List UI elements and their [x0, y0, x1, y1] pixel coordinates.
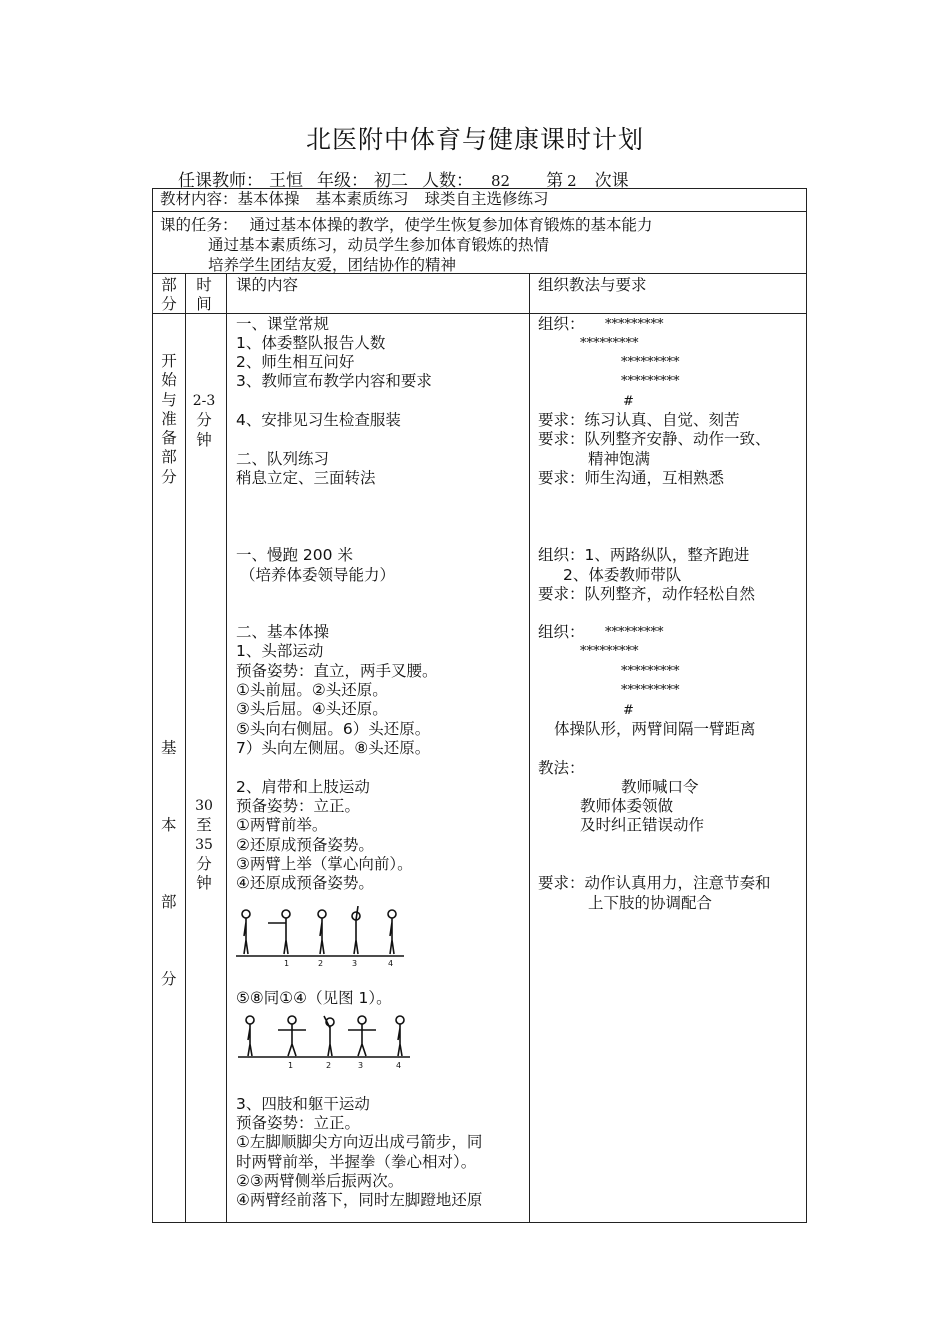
count-label: 人数： [422, 171, 473, 191]
lesson-prefix: 第 [546, 171, 564, 191]
row-divider [152, 313, 807, 314]
time-char: 分 [196, 411, 212, 430]
content-line: 3、四肢和躯干运动 [236, 1095, 370, 1113]
lesson-number: 2 [567, 172, 577, 190]
req-label: 要求： [538, 469, 585, 487]
stick-figure [352, 906, 360, 954]
formation-row: ********* [580, 644, 639, 659]
content-line: ②③两臂侧举后振两次。 [236, 1172, 404, 1190]
content-line: 2、师生相互问好 [236, 353, 355, 371]
part-char: 分 [161, 467, 177, 486]
part-char: 备 [161, 429, 177, 448]
part-char: 开 [161, 352, 177, 370]
task-text: 培养学生团结友爱，团结协作的精神 [208, 256, 457, 274]
method-text: 教师喊口令 [621, 778, 699, 796]
content-line: 二、基本体操 [236, 623, 330, 641]
part-char: 部 [161, 448, 177, 467]
content-line: ①两臂前举。 [236, 816, 328, 834]
requirement [538, 874, 771, 893]
req-text: 动作认真用力，注意节奏和 [584, 874, 771, 892]
req-text: 队列整齐，动作轻松自然 [584, 585, 756, 603]
exercise-figure-2 [234, 1012, 414, 1070]
content-line: ④两臂经前落下，同时左脚蹬地还原 [236, 1191, 483, 1209]
method-text: 教师体委领做 [580, 797, 674, 815]
stick-figure [278, 1016, 306, 1056]
part-char: 分 [161, 970, 177, 988]
req-text: 精神饱满 [588, 450, 651, 468]
content-line: 稍息立定、三面转法 [236, 469, 376, 487]
content-line: ①头前屈。②头还原。 [236, 681, 388, 699]
time-value: 2-3 [192, 393, 216, 409]
content-label: 教材内容： [160, 190, 238, 208]
part-char: 本 [161, 816, 177, 834]
content-line: ④还原成预备姿势。 [236, 874, 374, 892]
stick-figure [388, 910, 396, 954]
org-label: 组织： [538, 546, 585, 564]
time-char: 钟 [196, 430, 212, 449]
header-time [189, 276, 219, 315]
start-time [189, 392, 219, 450]
req-text: 师生沟通，互相熟悉 [584, 469, 725, 487]
content-line: （培养体委领导能力） [240, 566, 396, 584]
content-row [160, 190, 549, 209]
req-label: 要求： [538, 411, 585, 429]
teacher-label: 任课教师： [178, 171, 263, 191]
lesson-suffix: 次课 [594, 171, 629, 191]
content-item: 球类自主选修练习 [424, 190, 549, 208]
part-char: 准 [161, 409, 177, 428]
part-char: 部 [161, 893, 177, 911]
formation-row: ********* [580, 336, 639, 351]
content-line: 预备姿势：立正。 [236, 797, 361, 815]
content-line: ②还原成预备姿势。 [236, 836, 374, 854]
content-line: 时两臂前举，半握拳（拳心相对）。 [236, 1153, 477, 1171]
method-label: 教法： [538, 759, 585, 777]
figure-label: 1 [288, 1061, 294, 1070]
col-divider [529, 273, 530, 1223]
content-line: ③头后屈。④头还原。 [236, 700, 388, 718]
teacher-mark: # [623, 703, 634, 718]
task-text: 通过基本体操的教学，使学生恢复参加体育锻炼的基本能力 [249, 216, 653, 234]
requirement [538, 411, 740, 430]
main-time [189, 797, 219, 893]
task-text: 通过基本素质练习，动员学生参加体育锻炼的热情 [208, 236, 550, 254]
part-char: 始 [161, 371, 177, 390]
header-org: 组织教法与要求 [538, 276, 647, 294]
header-part [154, 276, 184, 315]
requirement [538, 469, 724, 488]
stick-figure [348, 1016, 376, 1056]
method-text: 及时纠正错误动作 [580, 816, 705, 834]
formation-row: ********* [621, 374, 680, 389]
figure-label: 4 [388, 959, 394, 966]
content-line: 二、队列练习 [236, 450, 330, 468]
org-label: 组织： [538, 315, 585, 333]
org-text: 1、两路纵队，整齐跑进 [584, 546, 750, 564]
row-divider [152, 211, 807, 212]
stick-figure [242, 910, 250, 954]
formation-row: ********* [621, 683, 680, 698]
org-line [538, 546, 749, 565]
page-title: 北医附中体育与健康课时计划 [305, 125, 644, 154]
time-char: 钟 [196, 874, 212, 893]
content-line: 7）头向左侧屈。⑧头还原。 [236, 739, 431, 757]
start-part-label [154, 352, 184, 487]
figure-label: 3 [352, 959, 358, 966]
time-char: 至 [196, 816, 212, 835]
formation-row: ********* [621, 664, 680, 679]
col-divider [226, 273, 227, 1223]
content-line: 1、体委整队报告人数 [236, 334, 386, 352]
req-label: 要求： [538, 585, 585, 603]
content-line: 1、头部运动 [236, 642, 324, 660]
col-divider [185, 273, 186, 1223]
org-text: 2、体委教师带队 [563, 566, 682, 584]
header-char: 分 [161, 295, 177, 314]
formation-row: ********* [621, 355, 680, 370]
part-char: 基 [161, 739, 177, 757]
figure-label: 2 [326, 1061, 332, 1070]
content-line: 3、教师宣布教学内容和要求 [236, 372, 432, 390]
header-content: 课的内容 [236, 276, 299, 294]
content-line: 预备姿势：立正。 [236, 1114, 361, 1132]
content-line: ⑤头向右侧屈。6）头还原。 [236, 720, 431, 738]
org-label: 组织： [538, 623, 585, 641]
req-text: 练习认真、自觉、刻苦 [584, 411, 740, 429]
content-line: ①左脚顺脚尖方向迈出成弓箭步，同 [236, 1133, 483, 1151]
time-value: 30 [195, 798, 213, 814]
teacher-name: 王恒 [269, 171, 303, 191]
part-char: 与 [161, 390, 177, 409]
stick-figure [246, 1016, 254, 1056]
figure-label: 1 [284, 959, 290, 966]
req-text: 队列整齐安静、动作一致、 [584, 430, 771, 448]
formation-row: ********* [605, 625, 664, 640]
header-char: 间 [196, 295, 212, 314]
grade-value: 初二 [374, 171, 408, 191]
req-label: 要求： [538, 874, 585, 892]
content-line: 一、课堂常规 [236, 315, 330, 333]
formation-row: ********* [605, 317, 664, 332]
content-line: ③两臂上举（掌心向前）。 [236, 855, 413, 873]
stick-figure [396, 1016, 404, 1056]
stick-figure [268, 910, 290, 954]
content-item: 基本体操 [237, 190, 300, 208]
content-line: 4、安排见习生检查服装 [236, 411, 401, 429]
req-text: 上下肢的协调配合 [588, 894, 713, 912]
figure-note: ⑤⑧同①④（见图 1）。 [236, 989, 392, 1007]
content-item: 基本素质练习 [315, 190, 409, 208]
figure-label: 2 [318, 959, 324, 966]
header-char: 部 [161, 276, 177, 294]
tasks-line [160, 216, 653, 235]
figure-label: 3 [358, 1061, 364, 1070]
stick-figure [324, 1016, 334, 1056]
content-line: 预备姿势：直立，两手叉腰。 [236, 662, 438, 680]
exercise-figure-1 [234, 906, 409, 966]
stick-figure [318, 910, 326, 954]
org-text: 体操队形，两臂间隔一臂距离 [554, 720, 756, 738]
content-line: 一、慢跑 200 米 [236, 546, 353, 564]
teacher-mark: # [623, 394, 634, 409]
content-line: 2、肩带和上肢运动 [236, 778, 370, 796]
time-char: 分 [196, 854, 212, 873]
tasks-label: 课的任务： [160, 216, 238, 234]
figure-label: 4 [396, 1061, 402, 1070]
grade-label: 年级： [317, 171, 368, 191]
count-value: 82 [491, 172, 511, 190]
header-char: 时 [196, 276, 212, 294]
time-value: 35 [195, 836, 213, 853]
requirement [538, 585, 755, 604]
requirement [538, 430, 771, 449]
req-label: 要求： [538, 430, 585, 448]
